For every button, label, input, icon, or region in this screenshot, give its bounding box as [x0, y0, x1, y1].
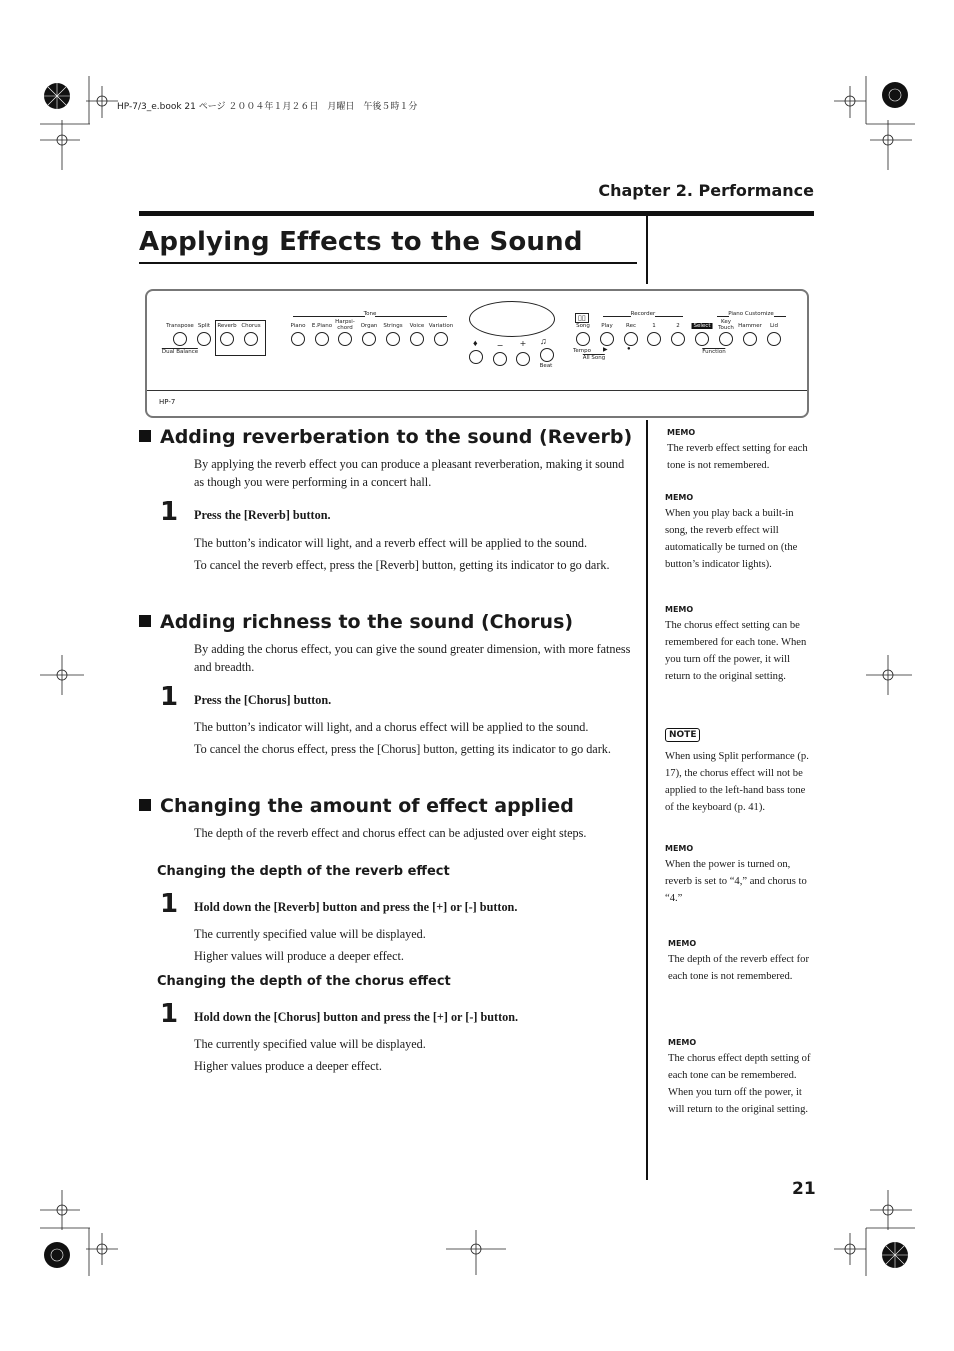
play-arrow-icon: ▶ — [603, 347, 608, 353]
step-detail: The button’s indicator will light, and a chorus effect will be applied to the sound. — [194, 720, 589, 734]
play-label: Play — [601, 323, 613, 329]
transpose-label: Transpose — [166, 323, 194, 329]
epiano-label: E.Piano — [311, 323, 333, 329]
epiano-button[interactable] — [315, 332, 329, 346]
piano-group-line-right — [774, 316, 786, 317]
step-detail: The button’s indicator will light, and a reverb effect will be applied to the sound. — [194, 536, 588, 550]
track2-button[interactable] — [671, 332, 685, 346]
plus-button[interactable] — [516, 352, 530, 366]
memo-icon: MEMO — [668, 939, 697, 948]
step-detail: To cancel the reverb effect, press the [Reverb] button, getting its indicator to go dark. — [194, 558, 610, 572]
key-touch-button[interactable] — [719, 332, 733, 346]
lid-button[interactable] — [767, 332, 781, 346]
step-instruction-reverb: Press the [Reverb] button. — [194, 508, 331, 522]
step-detail: Higher values produce a deeper effect. — [194, 1059, 382, 1073]
memo-icon: MEMO — [665, 844, 694, 853]
split-label: Split — [197, 323, 211, 329]
song-button[interactable] — [576, 332, 590, 346]
title-rule — [139, 262, 637, 264]
memo-note — [665, 605, 813, 685]
memo-text: The depth of the reverb effect for each tone is not remembered. — [668, 954, 809, 982]
tone-group-line-right — [375, 316, 447, 317]
function-label: Function — [702, 349, 726, 355]
minus-button[interactable] — [493, 352, 507, 366]
step-detail: The currently specified value will be displayed. — [194, 1037, 426, 1051]
tone-group-line-left — [293, 316, 365, 317]
all-song-label: All Song — [582, 355, 606, 361]
harpsichord-label: Harpsi-chord — [335, 319, 355, 331]
memo-note — [665, 844, 813, 907]
section-heading-chorus: Adding richness to the sound (Chorus) — [139, 611, 573, 633]
track1-button[interactable] — [647, 332, 661, 346]
variation-button[interactable] — [434, 332, 448, 346]
tempo-label: Tempo — [572, 348, 592, 354]
step-instruction-chorus-depth: Hold down the [Chorus] button and press the [+] or [-] button. — [194, 1010, 519, 1024]
memo-text: When you play back a built-in song, the reverb effect will automatically be turned on (the button’s indicator lights). — [665, 508, 798, 570]
step-detail: The currently specified value will be displayed. — [194, 927, 426, 941]
piano-customize-label: Piano Customize — [728, 311, 774, 317]
step-number: 1 — [160, 497, 179, 527]
square-bullet-icon — [139, 799, 151, 811]
organ-label: Organ — [360, 323, 378, 329]
square-bullet-icon — [139, 430, 151, 442]
play-button[interactable] — [600, 332, 614, 346]
page-title: Applying Effects to the Sound — [139, 227, 583, 257]
piano-group-line-left — [717, 316, 729, 317]
metronome-icon: ♦ — [473, 338, 478, 348]
hammer-button[interactable] — [743, 332, 757, 346]
memo-text: When the power is turned on, reverb is set to “4,” and chorus to “4.” — [665, 859, 807, 904]
subheading-chorus-depth: Changing the depth of the chorus effect — [157, 974, 451, 989]
harpsichord-button[interactable] — [338, 332, 352, 346]
dual-balance-label: Dual Balance — [161, 349, 199, 355]
headphone-icon: ♫ — [540, 336, 547, 346]
memo-note — [667, 428, 815, 474]
step-number: 1 — [160, 889, 179, 919]
track1-label: 1 — [652, 323, 656, 329]
note-text: When using Split performance (p. 17), the chorus effect will not be applied to the left-hand bass tone of the keyboard (p. 41). — [665, 751, 809, 813]
recorder-group-label: Recorder — [630, 311, 656, 317]
rec-dot-icon: ● — [627, 346, 631, 352]
strings-button[interactable] — [386, 332, 400, 346]
step-detail: To cancel the chorus effect, press the [Chorus] button, getting its indicator to go dark. — [194, 742, 611, 756]
memo-note — [668, 939, 816, 985]
variation-label: Variation — [428, 323, 454, 329]
voice-button[interactable] — [410, 332, 424, 346]
page-number: 21 — [792, 1179, 816, 1199]
lid-label: Lid — [769, 323, 779, 329]
transpose-button[interactable] — [173, 332, 187, 346]
column-divider-top — [646, 216, 648, 284]
subheading-reverb-depth: Changing the depth of the reverb effect — [157, 864, 450, 879]
piano-button[interactable] — [291, 332, 305, 346]
hammer-label: Hammer — [738, 323, 762, 329]
reverb-button[interactable] — [220, 332, 234, 346]
memo-icon: MEMO — [665, 605, 694, 614]
control-panel-illustration — [145, 289, 809, 418]
track2-label: 2 — [676, 323, 680, 329]
note-note — [665, 724, 813, 816]
split-button[interactable] — [197, 332, 211, 346]
song-label: Song — [576, 323, 590, 329]
strings-label: Strings — [383, 323, 403, 329]
chorus-button[interactable] — [244, 332, 258, 346]
step-instruction-reverb-depth: Hold down the [Reverb] button and press the [+] or [-] button. — [194, 900, 518, 914]
panel-divider — [147, 390, 807, 391]
beat-button[interactable] — [540, 348, 554, 362]
step-number: 1 — [160, 682, 179, 712]
note-icon: NOTE — [665, 728, 700, 742]
section-intro-chorus: By adding the chorus effect, you can give the sound greater dimension, with more fatness and breadth. — [194, 642, 631, 674]
top-rule — [139, 211, 814, 216]
metronome-button[interactable] — [469, 350, 483, 364]
memo-icon: MEMO — [665, 493, 694, 502]
step-number: 1 — [160, 999, 179, 1029]
book-icon: ▯▯ — [575, 313, 589, 323]
voice-label: Voice — [409, 323, 425, 329]
reverb-label: Reverb — [217, 323, 237, 329]
organ-button[interactable] — [362, 332, 376, 346]
square-bullet-icon — [139, 615, 151, 627]
piano-label: Piano — [290, 323, 306, 329]
minus-label: − — [496, 341, 504, 350]
chapter-title: Chapter 2. Performance — [598, 181, 814, 200]
tone-group-label: Tone — [363, 311, 377, 317]
key-touch-label: Key Touch — [718, 319, 734, 331]
recorder-group-line-left — [603, 316, 631, 317]
memo-note — [665, 493, 813, 573]
plus-label: + — [519, 339, 527, 348]
step-instruction-chorus: Press the [Chorus] button. — [194, 693, 332, 707]
select-button[interactable] — [695, 332, 709, 346]
chorus-label: Chorus — [241, 323, 261, 329]
display-window — [469, 301, 555, 337]
memo-text: The chorus effect setting can be remembered for each tone. When you turn off the power, it will return to the original setting. — [665, 620, 807, 682]
select-label: Select — [693, 323, 711, 329]
memo-text: The chorus effect depth setting of each tone can be remembered. When you turn off the power, it will return to the original setting. — [668, 1053, 811, 1115]
panel-model-label: HP-7 — [159, 398, 176, 406]
memo-note — [668, 1038, 816, 1118]
section-heading-reverb: Adding reverberation to the sound (Reverb) — [139, 426, 632, 448]
beat-label: Beat — [539, 363, 553, 369]
step-detail: Higher values will produce a deeper effect. — [194, 949, 404, 963]
section-intro-amount: The depth of the reverb effect and chorus effect can be adjusted over eight steps. — [194, 826, 587, 840]
memo-icon: MEMO — [667, 428, 696, 437]
column-divider — [646, 420, 648, 1180]
rec-button[interactable] — [624, 332, 638, 346]
memo-icon: MEMO — [668, 1038, 697, 1047]
section-heading-amount: Changing the amount of effect applied — [139, 795, 574, 817]
section-intro-reverb: By applying the reverb effect you can produce a pleasant reverberation, making it sound as though you were performing in a concert hall. — [194, 457, 625, 489]
memo-text: The reverb effect setting for each tone is not remembered. — [667, 443, 808, 471]
recorder-group-line-right — [655, 316, 683, 317]
print-header: HP-7/3_e.book 21 ページ ２００４年１月２６日 月曜日 午後５時１分 — [117, 102, 418, 112]
rec-label: Rec — [626, 323, 636, 329]
